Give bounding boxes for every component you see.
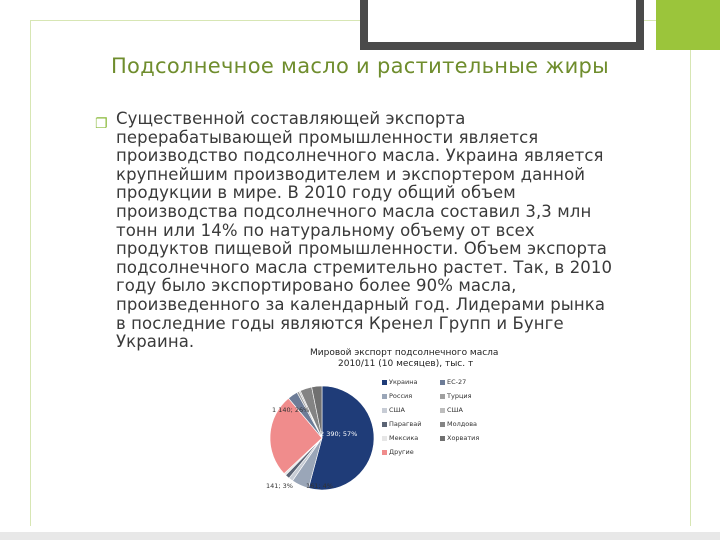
slice-label: 141; 3% (266, 482, 293, 490)
legend-swatch (382, 380, 387, 385)
body-paragraph: Существенной составляющей экспорта перерабатывающей промышленности является производство подсолнечного масла. Украина является крупнейшим производителем и экспортером данной продукции в мире. В 2010 году общий объем производства подсолнечного масла составил 3,3 млн тонн или 14% по натуральному объему от всех продуктов пищевой промышленности. Объем экспорта подсолнечного масла стремительно растет. Так, в 2010 году было экспортировано более 90% масла, произведенного за календарный год. Лидерами рынка в последние годы являются Кренел Групп и Бунге Украина. (116, 109, 613, 352)
slice-label: 2 390; 57% (320, 430, 358, 438)
legend-item (382, 378, 417, 386)
legend-swatch (382, 436, 387, 441)
legend-label: США (447, 406, 463, 414)
legend-swatch (440, 422, 445, 427)
legend-swatch (382, 408, 387, 413)
slice-label: 161; 4% (306, 482, 333, 490)
legend-swatch (382, 394, 387, 399)
decorative-tab-inner (368, 0, 636, 42)
frame-line-right (690, 20, 691, 526)
legend-label: Молдова (447, 420, 478, 428)
legend-label: США (389, 406, 405, 414)
legend-item (382, 392, 412, 400)
legend-label: Другие (389, 448, 414, 456)
legend-item (382, 434, 418, 442)
legend-item (440, 392, 472, 400)
chart-title-line2: 2010/11 (10 месяцев), тыс. т (338, 359, 474, 369)
legend-label: Турция (447, 392, 472, 400)
chart-title-line1: Мировой экспорт подсолнечного масла (310, 348, 499, 358)
legend-swatch (382, 450, 387, 455)
legend-swatch (440, 394, 445, 399)
legend-label: ЕС-27 (447, 378, 467, 386)
legend-swatch (440, 408, 445, 413)
legend-swatch (382, 422, 387, 427)
legend-label: Парагвай (389, 420, 422, 428)
frame-line-left (30, 20, 31, 526)
legend-label: Украина (389, 378, 418, 386)
legend-label: Мексика (389, 434, 419, 442)
legend-item (382, 448, 414, 456)
legend-item (440, 434, 479, 442)
legend-swatch (440, 380, 445, 385)
legend-item (440, 420, 477, 428)
legend-item (440, 378, 466, 386)
legend-item (440, 406, 463, 414)
legend-label: Хорватия (447, 434, 480, 442)
legend-item (382, 406, 405, 414)
bullet-icon: ❐ (95, 116, 108, 132)
legend-label: Россия (389, 392, 413, 400)
green-accent-block (656, 0, 720, 50)
bottom-border (0, 532, 720, 540)
slice-label: 1 140; 26% (272, 406, 310, 414)
slide-title: Подсолнечное масло и растительные жиры (110, 54, 610, 78)
legend-swatch (440, 436, 445, 441)
legend-item (382, 420, 421, 428)
pie-chart (262, 348, 502, 493)
